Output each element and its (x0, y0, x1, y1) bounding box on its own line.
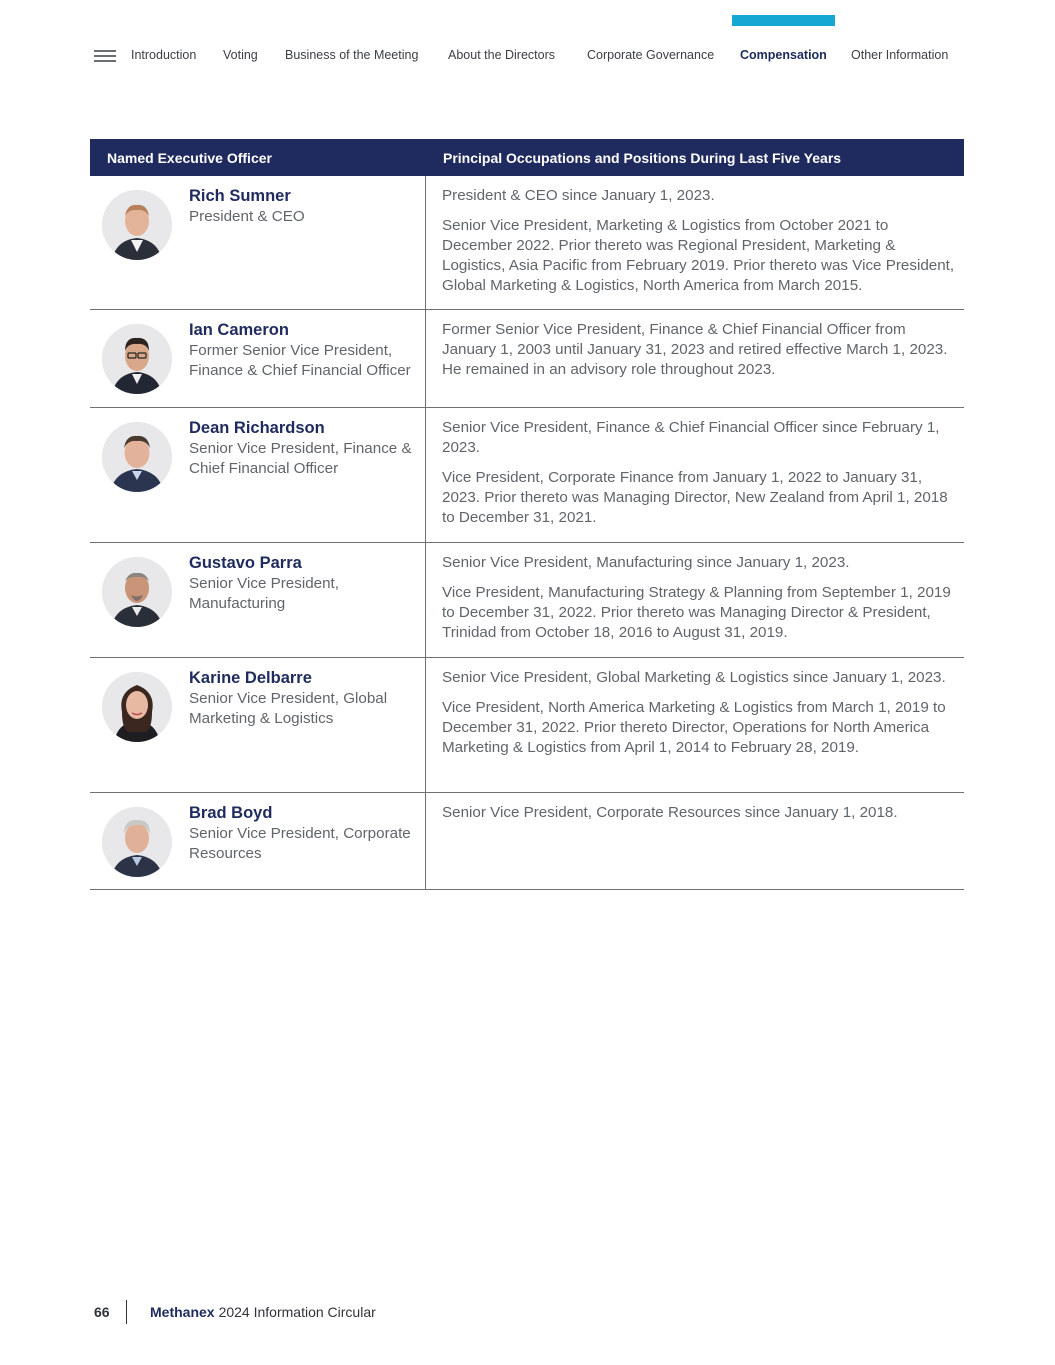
executive-title: Senior Vice President, Corporate Resources (189, 825, 411, 862)
hamburger-menu-icon[interactable] (94, 50, 116, 64)
page-footer (94, 1300, 376, 1324)
nav-other-information[interactable]: Other Information (851, 48, 949, 62)
avatar (102, 324, 172, 394)
occupation-text: Former Senior Vice President, Finance & Chief Financial Officer from January 1, 2003 until January 31, 2023 and retired effective March 1, 2023. He remained in an advisory role throughout 2023. (442, 321, 948, 378)
occupation-text: Vice President, Manufacturing Strategy & Planning from September 1, 2019 to December 31, 2022. Prior thereto was Managing Director & President, Trinidad from October 18, 2016 to August 31, 2019. (442, 584, 951, 641)
occupation-text: Senior Vice President, Marketing & Logistics from October 2021 to December 2022. Prior thereto was Regional President, Marketing & Logistics, Asia Pacific from February 2019. Prior thereto was Vice President, Global Marketing & Logistics, North America from March 2015. (442, 217, 955, 294)
executive-name: Dean Richardson (189, 419, 325, 437)
table-row (90, 793, 964, 890)
column-header-occupations: Principal Occupations and Positions During Last Five Years (443, 149, 842, 166)
executive-officers-table (90, 139, 964, 890)
nav-introduction[interactable]: Introduction (131, 48, 197, 62)
footer-divider (126, 1300, 127, 1324)
table-row (90, 408, 964, 543)
table-header (90, 139, 964, 176)
table-row (90, 176, 964, 310)
executive-name: Ian Cameron (189, 321, 289, 339)
avatar (102, 422, 172, 492)
occupation-text: Vice President, North America Marketing & Logistics from March 1, 2019 to December 31, 2022. Prior thereto Director, Operations for North America Marketing & Logistics from April 1, 2014 to February 28, 2019. (442, 699, 946, 756)
executive-title: President & CEO (189, 208, 305, 225)
executive-name: Rich Sumner (189, 187, 291, 205)
occupation-text: Senior Vice President, Corporate Resources since January 1, 2018. (442, 804, 898, 821)
occupation-text: Senior Vice President, Manufacturing since January 1, 2023. (442, 554, 850, 571)
occupation-text: Senior Vice President, Finance & Chief Financial Officer since February 1, 2023. (442, 419, 940, 456)
nav-voting[interactable]: Voting (223, 48, 258, 62)
table-row (90, 543, 964, 658)
nav-compensation[interactable]: Compensation (740, 48, 827, 62)
occupation-text: Vice President, Corporate Finance from January 1, 2022 to January 31, 2023. Prior thereto was Managing Director, New Zealand from April 1, 2018 to December 31, 2021. (442, 469, 948, 526)
avatar (102, 190, 172, 260)
avatar (102, 672, 172, 742)
nav-corporate-governance[interactable]: Corporate Governance (587, 48, 715, 62)
brand-name: Methanex (150, 1304, 215, 1320)
executive-name: Gustavo Parra (189, 554, 302, 572)
nav-business-of-the-meeting[interactable]: Business of the Meeting (285, 48, 419, 62)
executive-name: Brad Boyd (189, 804, 273, 822)
table-row (90, 310, 964, 408)
executive-title: Senior Vice President, Manufacturing (189, 575, 339, 612)
active-section-indicator (732, 15, 835, 26)
avatar (102, 807, 172, 877)
occupation-text: Senior Vice President, Global Marketing & Logistics since January 1, 2023. (442, 669, 946, 686)
executive-name: Karine Delbarre (189, 669, 312, 687)
column-header-officer: Named Executive Officer (107, 149, 272, 166)
table-row (90, 658, 964, 793)
page-number: 66 (94, 1304, 110, 1320)
executive-title: Senior Vice President, Global Marketing & Logistics (189, 690, 388, 727)
avatar (102, 557, 172, 627)
occupation-text: President & CEO since January 1, 2023. (442, 187, 715, 204)
executive-title: Senior Vice President, Finance & Chief Financial Officer (189, 440, 412, 477)
executive-title: Former Senior Vice President, Finance & Chief Financial Officer (189, 342, 411, 379)
nav-about-the-directors[interactable]: About the Directors (448, 48, 555, 62)
document-title: 2024 Information Circular (218, 1304, 376, 1320)
